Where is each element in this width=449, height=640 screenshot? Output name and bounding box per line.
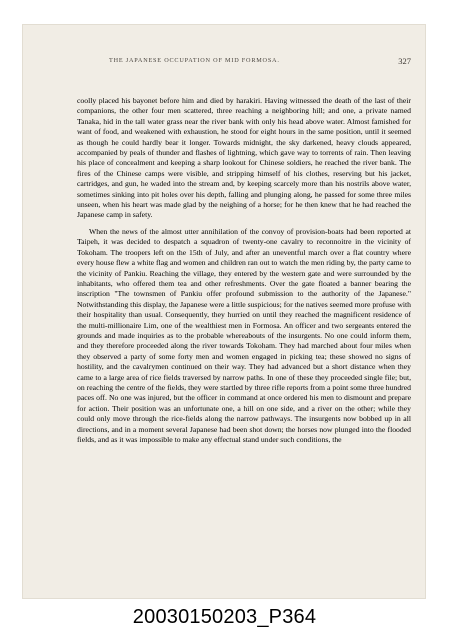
body-text (77, 96, 411, 445)
paragraph-cavalry-news: When the news of the almost utter annihilation of the convoy of provision-boats had been reported at Taipeh, it was decided to despatch a squadron of twenty-one cavalry to reconnoitre in the vicinity of Tokoham. The troopers left on the 15th of July, and after an uneventful march over a flat country where every house flew a white flag and women and children ran out to watch the men riding by, the party came to the vicinity of Pankiu. Reaching the village, they entered by the western gate and were surrounded by the inhabitants, who offered them tea and other refreshments. Over the gate floated a banner bearing the inscription "The townsmen of Pankiu offer profound submission to the authority of the Japanese." Notwithstanding this display, the Japanese were a little suspicious; for the natives seemed more profuse with their hospitality than usual. Consequently, they hurried on until they reached the magnificent residence of the multi-millionaire Lim, one of the wealthiest men in Formosa. An officer and two sergeants entered the grounds and made inquiries as to the probable whereabouts of the insurgents. No one could inform them, and they therefore proceeded along the river towards Tokoham. They had marched about four miles when they observed a party of some forty men and women engaged in picking tea; these showed no signs of hostility, and the cavalrymen continued on their way. They had advanced but a short distance when they came to a large area of rice fields traversed by narrow paths. In one of these they proceeded single file; but, on reaching the centre of the fields, they were startled by three rifle reports from a point some three hundred paces off. No one was injured, but the officer in command at once ordered his men to dismount and prepare for action. Their position was an unfortunate one, a hill on one side, and a river on the other; while they could only move through the rice-fields along the narrow pathways. The insurgents now bobbed up in all directions, and in a moment several Japanese had been shot down; the horses now plunged into the flooded fields, and as it was impossible to make any effectual stand under such conditions, the (77, 226, 411, 444)
page-number: 327 (398, 56, 411, 66)
running-head (77, 57, 411, 69)
paragraph-continued: coolly placed his bayonet before him and died by harakiri. Having witnessed the death of the last of their companions, the other four men scattered, three reaching a neighboring hill; and one, a private named Tanaka, hid in the tall water grass near the river bank with only his head above water. Almost famished for want of food, and weakened with exhaustion, he stood for eight hours in the same position, until it seemed as though he could hardly bear it longer. Towards midnight, the sky darkened, heavy clouds appeared, accompanied by peals of thunder and flashes of lightning, which gave way to torrents of rain. Then leaving his place of concealment and keeping a sharp lookout for Chinese soldiers, he reached the river bank. The fires of the Chinese camps were visible, and stripping himself of his clothes, reserving but his jacket, cartridges, and gun, he waded into the stream and, by keeping scarcely more than his nostrils above water, sometimes sinking into pit holes over his depth, falling and plunging along, he passed for some three miles unseen, when his heart was made glad by the neighing of a horse; for he then knew that he had reached the Japanese camp in safety. (77, 96, 411, 220)
image-id-caption: 20030150203_P364 (132, 606, 317, 628)
running-title: THE JAPANESE OCCUPATION OF MID FORMOSA. (109, 57, 280, 64)
